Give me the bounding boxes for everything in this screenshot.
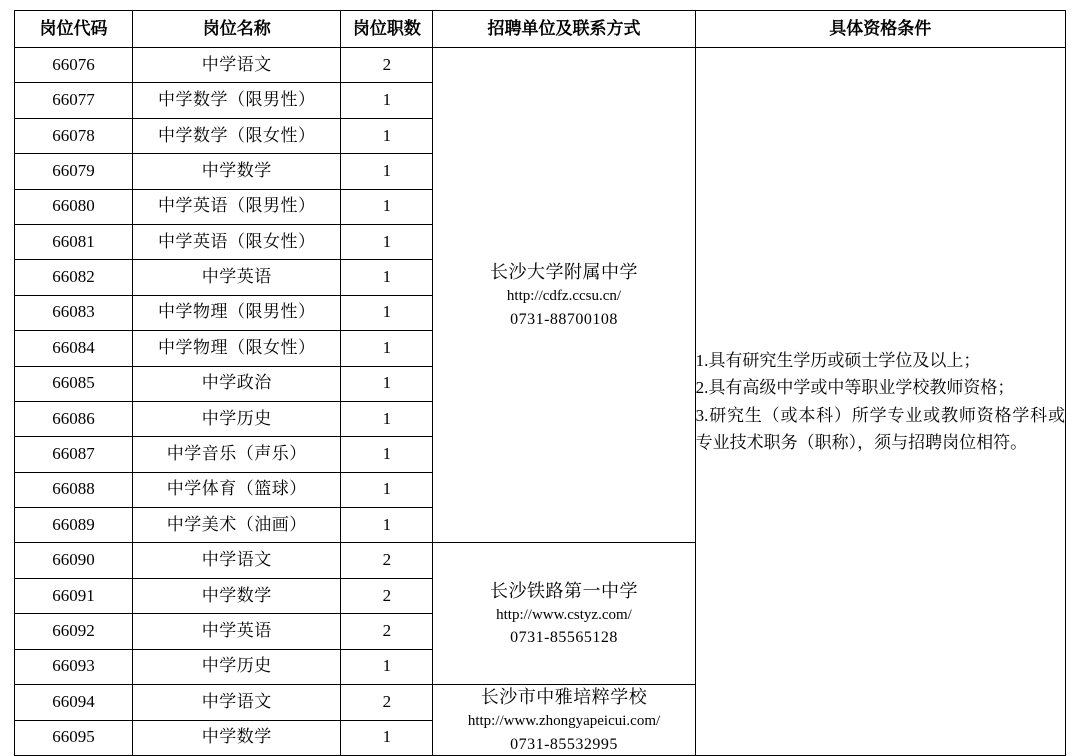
job-name: 中学物理（限男性） — [133, 295, 341, 330]
job-count: 2 — [341, 578, 433, 613]
job-code: 66086 — [15, 401, 133, 436]
job-code: 66082 — [15, 260, 133, 295]
unit-contact-cell — [433, 48, 695, 543]
job-count: 1 — [341, 366, 433, 401]
job-name: 中学美术（油画） — [133, 508, 341, 543]
unit-contact-cell — [433, 685, 695, 756]
job-code: 66094 — [15, 685, 133, 721]
job-code: 66076 — [15, 48, 133, 83]
job-code: 66091 — [15, 578, 133, 613]
header-job-code: 岗位代码 — [15, 11, 133, 48]
recruitment-table — [14, 10, 1066, 756]
job-count: 1 — [341, 224, 433, 259]
job-code: 66085 — [15, 366, 133, 401]
qualification-cell — [695, 48, 1065, 756]
job-count: 2 — [341, 48, 433, 83]
unit-phone: 0731-85565128 — [510, 629, 618, 647]
job-code: 66079 — [15, 154, 133, 189]
job-name: 中学数学 — [133, 578, 341, 613]
header-job-count: 岗位职数 — [341, 11, 433, 48]
header-qualification: 具体资格条件 — [695, 11, 1065, 48]
job-name: 中学数学（限男性） — [133, 83, 341, 118]
header-unit-contact: 招聘单位及联系方式 — [433, 11, 695, 48]
qualification-line-3: 3.研究生（或本科）所学专业或教师资格学科或专业技术职务（职称），须与招聘岗位相符。 — [695, 405, 1065, 453]
unit-phone: 0731-85532995 — [510, 735, 618, 753]
job-name: 中学历史 — [133, 401, 341, 436]
job-name: 中学数学 — [133, 720, 341, 756]
job-code: 66077 — [15, 83, 133, 118]
job-count: 2 — [341, 685, 433, 721]
job-name: 中学语文 — [133, 685, 341, 721]
job-count: 1 — [341, 720, 433, 756]
job-name: 中学物理（限女性） — [133, 331, 341, 366]
qualification-line-2: 2.具有高级中学或中等职业学校教师资格； — [695, 378, 1015, 398]
job-name: 中学数学（限女性） — [133, 118, 341, 153]
job-count: 1 — [341, 401, 433, 436]
unit-contact-cell — [433, 543, 695, 685]
unit-phone: 0731-88700108 — [510, 310, 618, 328]
job-count: 1 — [341, 260, 433, 295]
job-count: 1 — [341, 189, 433, 224]
job-code: 66092 — [15, 614, 133, 649]
job-count: 1 — [341, 508, 433, 543]
job-name: 中学历史 — [133, 649, 341, 684]
unit-url: http://cdfz.ccsu.cn/ — [506, 288, 622, 305]
table-row — [15, 48, 1066, 83]
job-count: 1 — [341, 472, 433, 507]
job-count: 1 — [341, 154, 433, 189]
header-job-name: 岗位名称 — [133, 11, 341, 48]
unit-name: 长沙铁路第一中学 — [489, 580, 638, 601]
job-code: 66087 — [15, 437, 133, 472]
table-header — [15, 11, 1066, 48]
job-name: 中学体育（篮球） — [133, 472, 341, 507]
job-count: 1 — [341, 83, 433, 118]
table-header-row — [15, 11, 1066, 48]
job-name: 中学英语 — [133, 614, 341, 649]
unit-name: 长沙大学附属中学 — [489, 262, 638, 283]
job-count: 2 — [341, 543, 433, 578]
job-name: 中学数学 — [133, 154, 341, 189]
job-count: 1 — [341, 118, 433, 153]
job-code: 66090 — [15, 543, 133, 578]
job-count: 1 — [341, 649, 433, 684]
job-name: 中学音乐（声乐） — [133, 437, 341, 472]
unit-name: 长沙市中雅培粹学校 — [480, 687, 648, 708]
qualification-line-1: 1.具有研究生学历或硕士学位及以上； — [695, 350, 981, 370]
job-code: 66084 — [15, 331, 133, 366]
job-name: 中学英语（限女性） — [133, 224, 341, 259]
job-code: 66080 — [15, 189, 133, 224]
job-count: 1 — [341, 437, 433, 472]
job-count: 1 — [341, 331, 433, 366]
job-code: 66081 — [15, 224, 133, 259]
job-code: 66093 — [15, 649, 133, 684]
job-code: 66095 — [15, 720, 133, 756]
job-code: 66089 — [15, 508, 133, 543]
unit-url: http://www.cstyz.com/ — [496, 606, 632, 623]
job-code: 66078 — [15, 118, 133, 153]
job-name: 中学英语 — [133, 260, 341, 295]
job-count: 1 — [341, 295, 433, 330]
unit-url: http://www.zhongyapeicui.com/ — [467, 713, 661, 730]
table-body — [15, 48, 1066, 756]
job-count: 2 — [341, 614, 433, 649]
job-name: 中学语文 — [133, 543, 341, 578]
job-name: 中学政治 — [133, 366, 341, 401]
job-name: 中学英语（限男性） — [133, 189, 341, 224]
job-name: 中学语文 — [133, 48, 341, 83]
job-code: 66083 — [15, 295, 133, 330]
job-code: 66088 — [15, 472, 133, 507]
